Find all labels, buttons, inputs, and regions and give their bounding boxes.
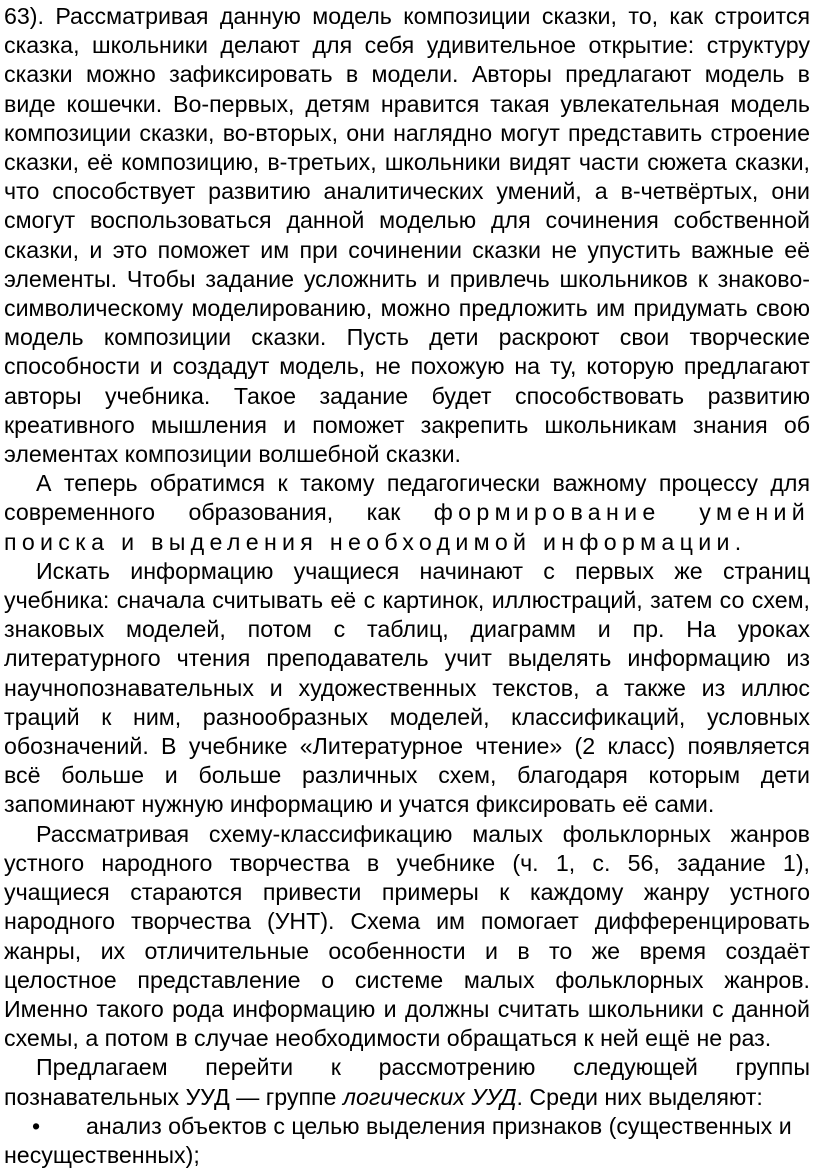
logical-uud-term: логических УУД xyxy=(342,1083,517,1110)
paragraph-logical-uud xyxy=(4,1053,810,1111)
bullet-marker: • xyxy=(32,1112,41,1139)
document-page xyxy=(4,0,810,1170)
paragraph-model-composition: 63). Рассматривая данную модель композиции сказки, то, как строится сказка, школьники делают для себя удивительное открытие: структуру сказки можно зафиксировать в модели. Авторы предлагают модель в виде кошечки. Во-первых, детям нравится такая увлекательная модель композиции сказки, во-вторых, они наглядно могут представить строение сказки, её композицию, в-третьих, школьники видят части сюжета сказки, что способствует развитию аналитических умений, а в-четвёртых, они смогут воспользоваться данной моделью для сочинения собственной сказки, и это поможет им при сочинении сказки не упустить важные её элементы. Чтобы задание усложнить и привлечь школьников к знаково-символическому моделированию, можно предложить им придумать свою модель композиции сказки. Пусть дети раскроют свои творческие способности и создадут модель, не похожую на ту, которую предлагают авторы учебника. Такое задание будет способствовать развитию креативного мышления и поможет закрепить школьникам знания об элементах композиции волшебной сказки. xyxy=(4,3,810,468)
paragraph-intro-text: А теперь обратимся к такому педагогически важному процессу для современного образования, как xyxy=(4,470,810,526)
spaced-emphasis-text: формирование умений поиска и выделения необходимой информации. xyxy=(4,499,810,555)
paragraph-information-search: Искать информацию учащиеся начинают с первых же страниц учебника: сначала считывать её с картинок, иллюстраций, затем со схем, знаковых моделей, потом с таблиц, диаграмм и пр. На уроках литературного чтения преподаватель учит выделять информацию из научнопознавательных и художественных текстов, а также из иллюс траций к ним, разнообразных моделей, классификаций, условных обозначений. В учебнике «Литературное чтение» (2 класс) появляется всё больше и больше различных схем, благодаря которым дети запоминают нужную информацию и учатся фиксировать её сами. xyxy=(4,557,810,818)
logical-uud-text-end: . Среди них выделяют: xyxy=(516,1083,763,1110)
paragraph-information-search-intro xyxy=(4,469,810,557)
list-item xyxy=(4,1112,810,1141)
list-item-continuation: несущественных); xyxy=(4,1141,200,1168)
list-item-text: анализ объектов с целью выделения признаков (существенных и xyxy=(86,1112,792,1139)
logical-uud-text-start: Предлагаем перейти к рассмотрению следующей группы познавательных УУД — группе xyxy=(4,1054,810,1110)
bullet-list xyxy=(4,1112,810,1170)
paragraph-folklore-classification: Рассматривая схему-классификацию малых фольклорных жанров устного народного творчества в учебнике (ч. 1, с. 56, задание 1), учащиеся стараются привести примеры к каждому жанру устного народного творчества (УНТ). Схема им помогает дифференцировать жанры, их отличительные особенности и в то же время создаёт целостное представление о системе малых фольклорных жанров. Именно такого рода информацию и должны считать школьники с данной схемы, а потом в случае необходимости обращаться к ней ещё не раз. xyxy=(4,820,810,1052)
